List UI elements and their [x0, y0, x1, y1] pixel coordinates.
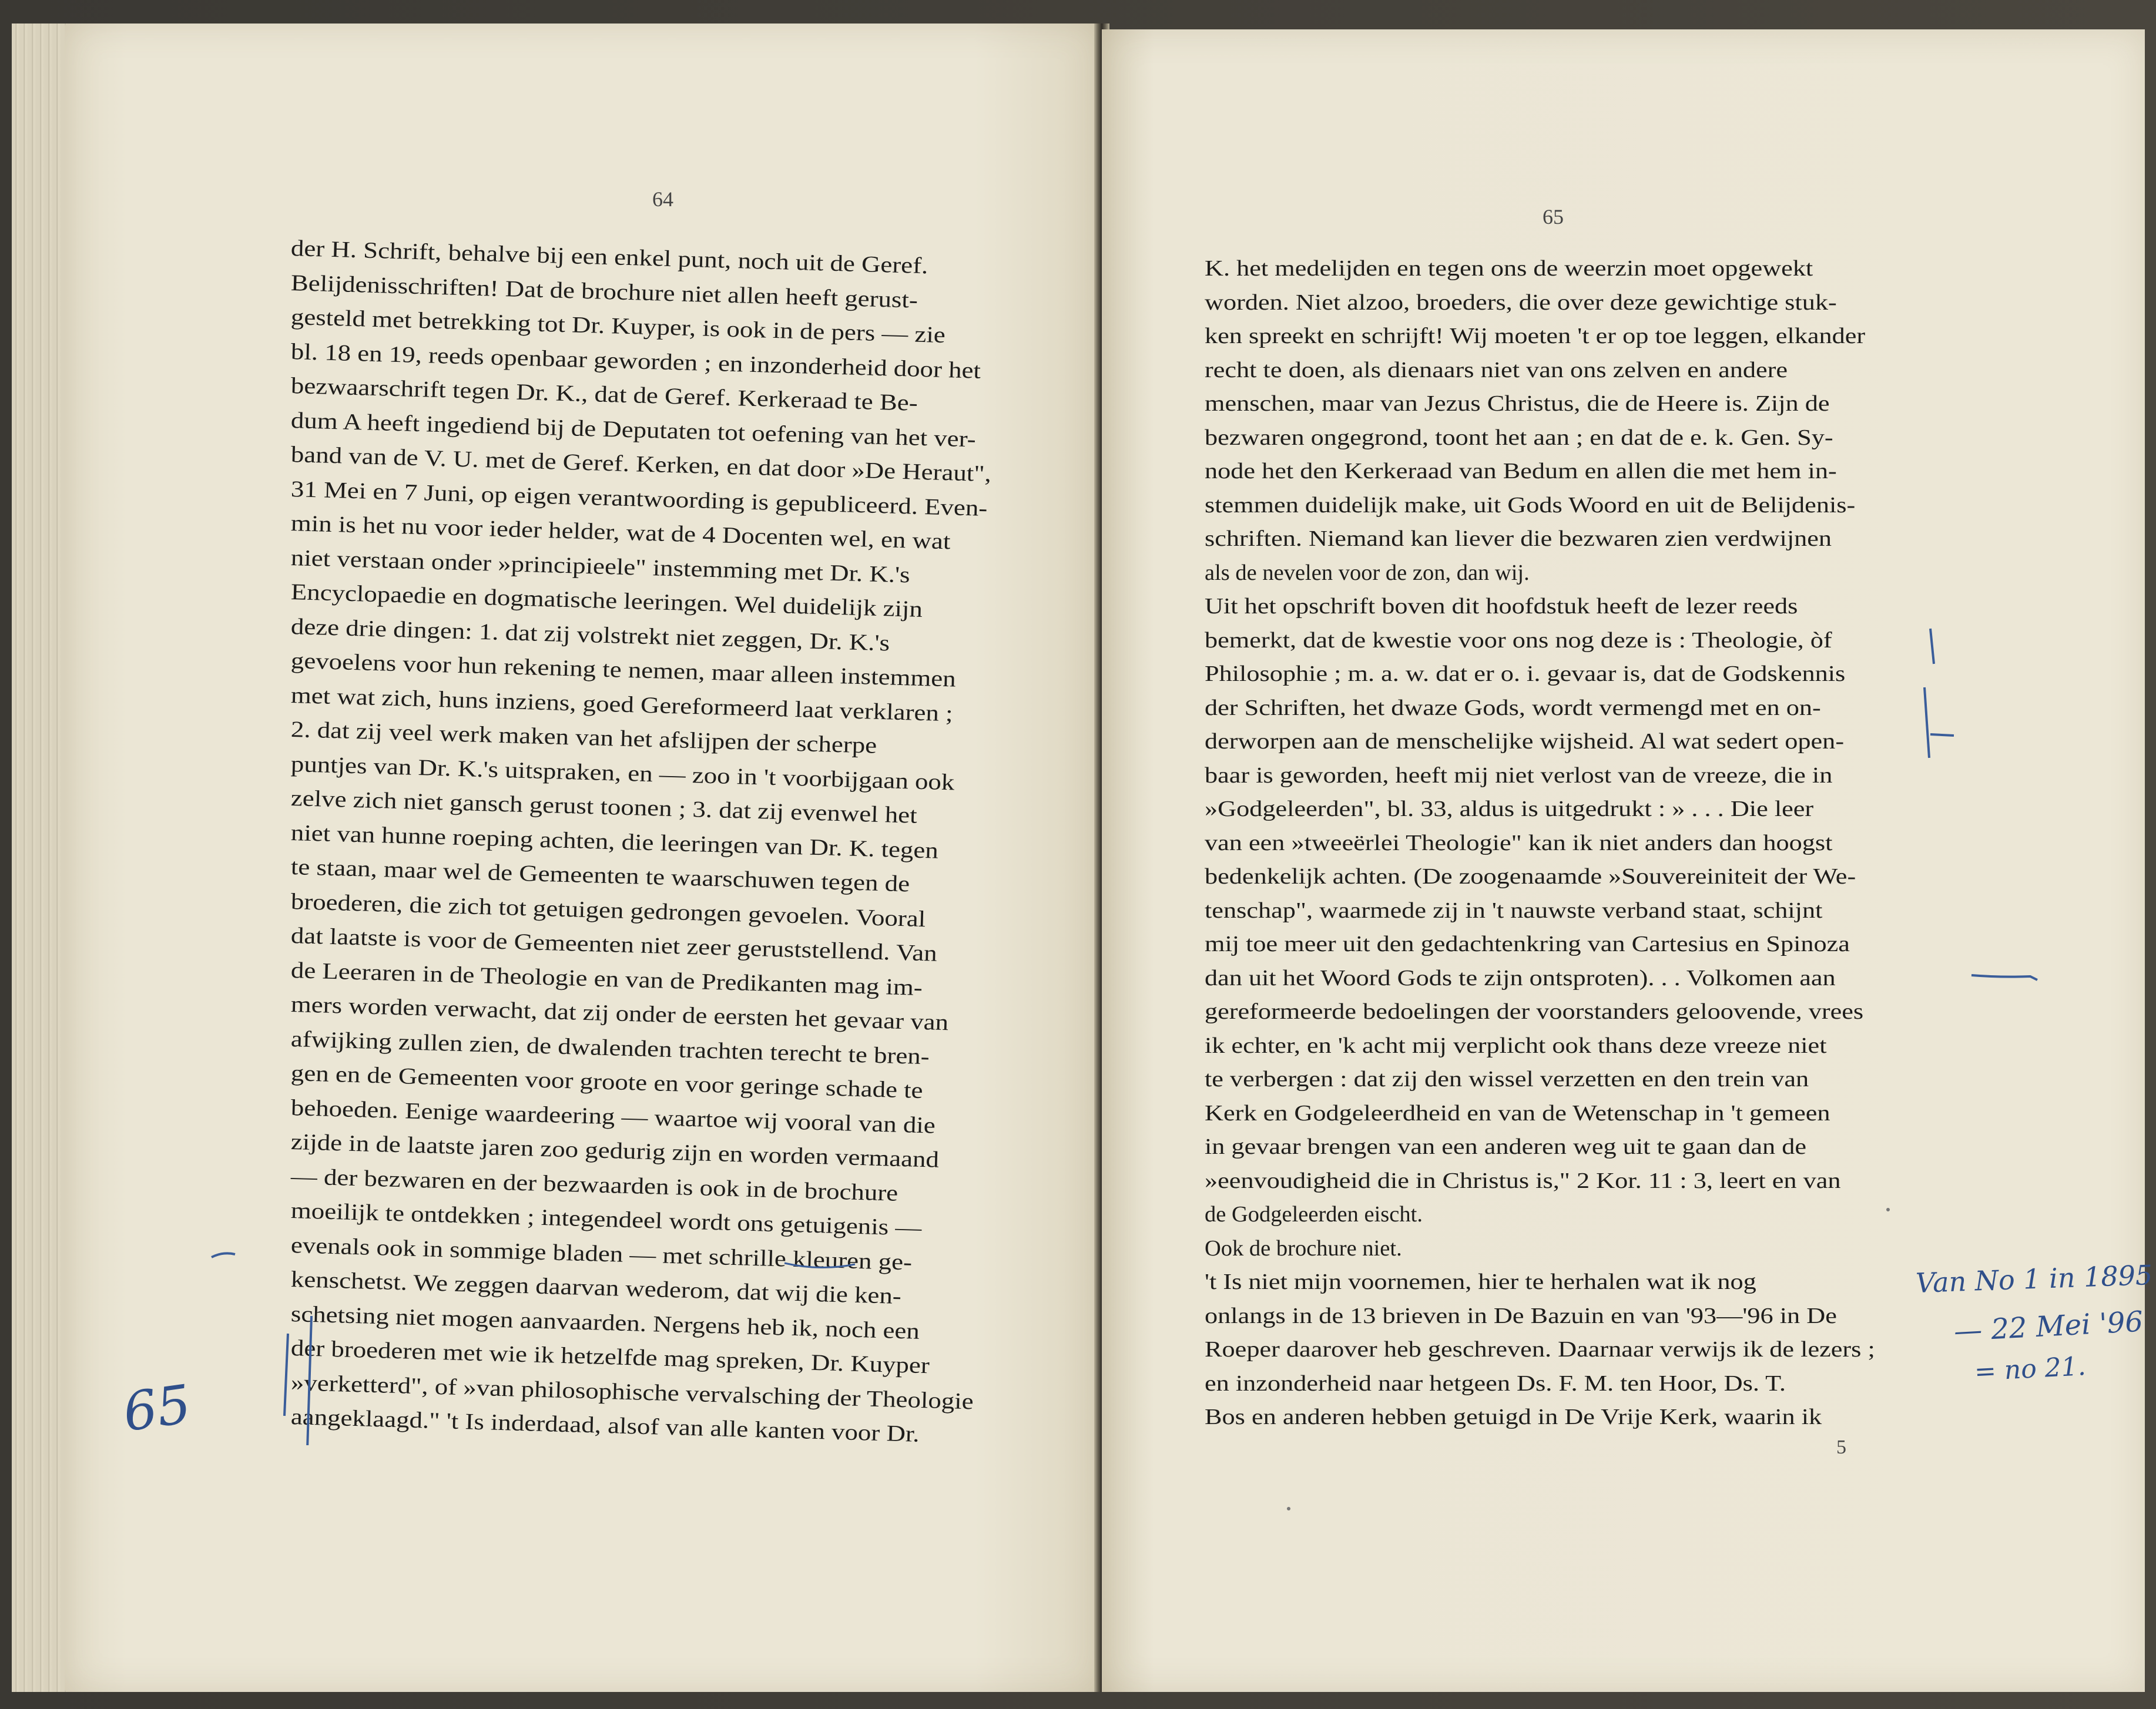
page-number: 65: [1543, 205, 1564, 229]
text-line: de Godgeleerden eischt.: [1205, 1202, 1423, 1227]
text-line: bezwaarschrift tegen Dr. K., dat de Geref. Kerkeraad te Be-: [290, 373, 918, 416]
right-page: [1102, 29, 2153, 1692]
text-line: dan uit het Woord Gods te zijn ontsproten). . . Volkomen aan: [1205, 965, 1836, 991]
text-line: bezwaren ongegrond, toont het aan ; en dat de e. k. Gen. Sy-: [1205, 425, 1833, 450]
text-line: node het den Kerkeraad van Bedum en allen die met hem in-: [1205, 459, 1837, 484]
text-line: ken spreekt en schrijft! Wij moeten 't er op toe leggen, elkander: [1205, 324, 1866, 348]
text-line: met wat zich, huns inziens, goed Gereformeerd laat verklaren ;: [290, 682, 954, 726]
text-line: broederen, die zich tot getuigen gedrongen gevoelen. Vooral: [290, 888, 926, 932]
speck: [1287, 1507, 1290, 1510]
text-line: Kerk en Godgeleerdheid en van de Wetenschap in 't gemeen: [1205, 1100, 1830, 1126]
text-line: dat laatste is voor de Gemeenten niet zeer geruststellend. Van: [290, 923, 938, 966]
text-line: dum A heeft ingediend bij de Deputaten tot oefening van het ver-: [290, 407, 977, 452]
text-line: Roeper daarover heb geschreven. Daarnaar verwijs ik de lezers ;: [1205, 1337, 1875, 1362]
page-edges: [12, 23, 68, 1692]
text-line: recht te doen, als dienaars niet van ons zelven en andere: [1205, 357, 1788, 382]
text-line: te verbergen : dat zij den wissel verzetten en den trein van: [1205, 1067, 1809, 1092]
text-line: ik echter, en 'k acht mij verplicht ook thans deze vreeze niet: [1205, 1033, 1827, 1058]
underline-pen-mark: [782, 1251, 958, 1275]
text-line: Ook de brochure niet.: [1205, 1235, 1402, 1261]
text-line: aangeklaagd." 't Is inderdaad, alsof van alle kanten voor Dr.: [290, 1404, 920, 1447]
signature-mark: 5: [1836, 1436, 1846, 1458]
text-line: — der bezwaren en der bezwaarden is ook in de brochure: [290, 1163, 898, 1206]
text-line: baar is geworden, heeft mij niet verlost van de vreeze, die in: [1205, 763, 1833, 788]
text-line: niet verstaan onder »principieele" instemming met Dr. K.'s: [290, 545, 911, 587]
text-line: der broederen met wie ik hetzelfde mag spreken, Dr. Kuyper: [290, 1335, 930, 1379]
margin-pen-marks: [1913, 623, 2077, 1022]
text-line: »verketterd", of »van philosophische vervalsching der Theologie: [290, 1369, 974, 1414]
text-line: zijde in de laatste jaren zoo gedurig zijn en worden vermaand: [290, 1129, 940, 1173]
text-line: te staan, maar wel de Gemeenten te waarschuwen tegen de: [290, 854, 910, 897]
text-line: tenschap", waarmede zij in 't nauwste verband staat, schijnt: [1205, 898, 1823, 923]
text-line: van een »tweeërlei Theologie" kan ik niet anders dan hoogst: [1205, 830, 1833, 855]
text-line: 2. dat zij veel werk maken van het afslijpen der scherpe: [290, 717, 877, 758]
text-line: min is het nu voor ieder helder, wat de 4 Docenten wel, en wat: [290, 511, 951, 555]
margin-pen-marks: [206, 1245, 323, 1445]
text-line: als de nevelen voor de zon, dan wij.: [1205, 560, 1530, 585]
text-line: in gevaar brengen van een anderen weg uit te gaan dan de: [1205, 1134, 1807, 1159]
text-line: zelve zich niet gansch gerust toonen ; 3. dat zij evenwel het: [290, 785, 918, 828]
text-line: behoeden. Eenige waardeering — waartoe wij vooral van die: [290, 1094, 936, 1139]
text-line: derworpen aan de menschelijke wijsheid. Al wat sedert open-: [1205, 729, 1845, 754]
text-line: menschen, maar van Jezus Christus, die de Heere is. Zijn de: [1205, 391, 1830, 416]
text-line: der Schriften, het dwaze Gods, wordt vermengd met en on-: [1205, 695, 1821, 720]
text-line: »Godgeleerden", bl. 33, aldus is uitgedrukt : » . . . Die leer: [1205, 797, 1814, 821]
text-line: gesteld met betrekking tot Dr. Kuyper, is ook in de pers — zie: [290, 304, 946, 348]
text-line: mij toe meer uit den gedachtenkring van Cartesius en Spinoza: [1205, 932, 1850, 956]
text-line: Uit het opschrift boven dit hoofdstuk heeft de lezer reeds: [1205, 594, 1798, 619]
right-page-text: [1205, 256, 2016, 1478]
text-line: gevoelens voor hun rekening te nemen, maar alleen instemmen: [290, 648, 957, 692]
text-line: band van de V. U. met de Geref. Kerken, en dat door »De Heraut",: [290, 442, 992, 487]
text-line: worden. Niet alzoo, broeders, die over deze gewichtige stuk-: [1205, 290, 1837, 315]
speck: [1886, 1208, 1890, 1211]
text-line: schriften. Niemand kan liever die bezwaren zien verdwijnen: [1205, 526, 1832, 551]
text-line: bedenkelijk achten. (De zoogenaamde »Souvereiniteit der We-: [1205, 864, 1856, 889]
text-line: »eenvoudigheid die in Christus is," 2 Kor. 11 : 3, leert en van: [1205, 1168, 1841, 1193]
text-line: en inzonderheid naar hetgeen Ds. F. M. ten Hoor, Ds. T.: [1205, 1371, 1786, 1396]
page-number: 64: [652, 187, 673, 211]
text-line: bl. 18 en 19, reeds openbaar geworden ; en inzonderheid door het: [290, 338, 981, 384]
text-line: 31 Mei en 7 Juni, op eigen verantwoording is gepubliceerd. Even-: [290, 476, 988, 521]
text-line: kenschetst. We zeggen daarvan wederom, dat wij die ken-: [290, 1267, 902, 1310]
text-line: onlangs in de 13 brieven in De Bazuin en van '93—'96 in De: [1205, 1303, 1837, 1328]
text-line: gen en de Gemeenten voor groote en voor geringe schade te: [290, 1060, 924, 1104]
text-line: evenals ook in sommige bladen — met schrille kleuren ge-: [290, 1232, 913, 1275]
text-line: der H. Schrift, behalve bij een enkel punt, noch uit de Geref.: [290, 236, 928, 279]
text-line: Philosophie ; m. a. w. dat er o. i. gevaar is, dat de Godskennis: [1205, 662, 1846, 686]
text-line: K. het medelijden en tegen ons de weerzin moet opgewekt: [1205, 256, 1813, 281]
handwritten-note: = no 21.: [1973, 1351, 2087, 1387]
text-line: de Leeraren in de Theologie en van de Predikanten mag im-: [290, 957, 923, 1000]
text-line: deze drie dingen: 1. dat zij volstrekt niet zeggen, Dr. K.'s: [290, 613, 890, 656]
handwritten-note: — 22 Mei '96: [1953, 1305, 2144, 1348]
text-line: Encyclopaedie en dogmatische leeringen. Wel duidelijk zijn: [290, 579, 923, 623]
text-line: afwijking zullen zien, de dwalenden trachten terecht te bren-: [290, 1026, 930, 1069]
left-page-text: [291, 235, 1055, 1469]
handwritten-page-note: 65: [119, 1373, 195, 1444]
text-line: niet van hunne roeping achten, die leeringen van Dr. K. tegen: [290, 820, 939, 864]
text-line: Bos en anderen hebben getuigd in De Vrije Kerk, waarin ik: [1205, 1405, 1822, 1429]
left-page: [65, 23, 1099, 1692]
text-line: gereformeerde bedoelingen der voorstanders geloovende, vrees: [1205, 999, 1864, 1024]
text-line: 't Is niet mijn voornemen, hier te herhalen wat ik nog: [1205, 1270, 1756, 1294]
handwritten-note: Van No 1 in 1895: [1915, 1258, 2153, 1300]
text-line: mers worden verwacht, dat zij onder de eersten het gevaar van: [290, 992, 949, 1036]
text-line: bemerkt, dat de kwestie voor ons nog deze is : Theologie, òf: [1205, 627, 1832, 653]
text-line: moeilijk te ontdekken ; integendeel wordt ons getuigenis —: [290, 1198, 922, 1241]
text-line: Belijdenisschriften! Dat de brochure niet allen heeft gerust-: [290, 270, 918, 313]
text-line: stemmen duidelijk make, uit Gods Woord en uit de Belijdenis-: [1205, 492, 1856, 518]
text-line: puntjes van Dr. K.'s uitspraken, en — zoo in 't voorbijgaan ook: [290, 751, 955, 795]
text-line: schetsing niet mogen aanvaarden. Nergens heb ik, noch een: [290, 1301, 920, 1344]
